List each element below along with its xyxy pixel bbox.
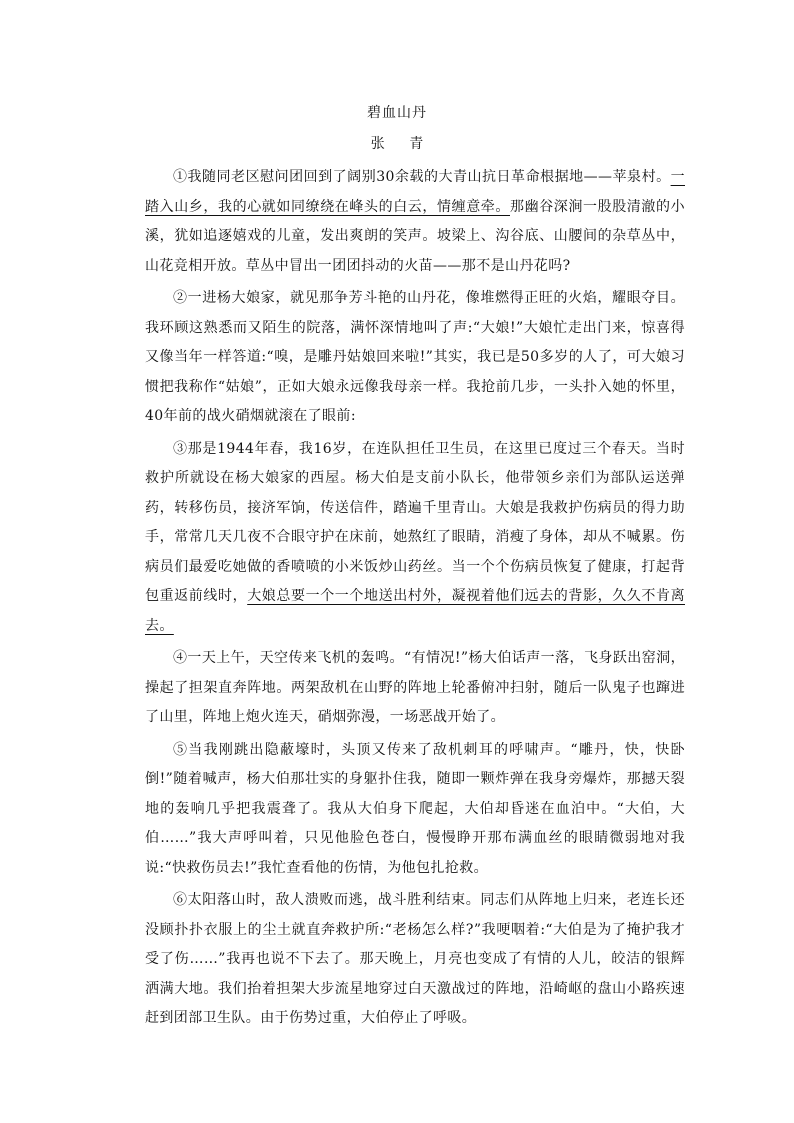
paragraph-3-underlined-text: 大娘总要一个一个地送出村外，凝视着他们远去的背影，久久不肯离去。 <box>145 588 685 634</box>
paragraph-5 <box>145 736 685 884</box>
paragraph-6 <box>145 886 685 1034</box>
document-title: 碧血山丹 <box>367 105 427 121</box>
paragraph-5-text: ⑤当我刚跳出隐蔽壕时，头顶又传来了敌机刺耳的呼啸声。“雕丹，快，快卧倒!”随着喊声，杨大伯那壮实的身躯扑住我，随即一颗炸弹在我身旁爆炸，那撼天裂地的轰响几乎把我震聋了。我从大伯身下爬起，大伯却昏迷在血泊中。“大伯，大伯……”我大声呼叫着，只见他脸色苍白，慢慢睁开那布满血丝的眼睛微弱地对我说:“快救伤员去!”我忙查看他的伤情，为他包扎抢救。 <box>145 741 685 876</box>
paragraph-2-text: ②一进杨大娘家，就见那争芳斗艳的山丹花，像堆燃得正旺的火焰，耀眼夺目。我环顾这熟悉而又陌生的院落，满怀深情地叫了声:“大娘!”大娘忙走出门来，惊喜得又像当年一样答道:“嗅，是雕丹姑娘回来啦!”其实，我已是50多岁的人了，可大娘习惯把我称作“姑娘”，正如大娘永远像我母亲一样。我抢前几步，一头扑入她的怀里，40年前的战火硝烟就滚在了眼前: <box>145 290 685 424</box>
document-author: 张 青 <box>370 136 434 152</box>
paragraph-3 <box>145 435 685 642</box>
paragraph-1 <box>145 163 685 281</box>
paragraph-2 <box>145 284 685 432</box>
paragraph-4 <box>145 644 685 733</box>
document-body <box>145 163 685 1037</box>
paragraph-6-text: ⑥太阳落山时，敌人溃败而逃，战斗胜利结束。同志们从阵地上归来，老连长还没顾扑扑衣服上的尘土就直奔救护所:“老杨怎么样?”我哽咽着:“大伯是为了掩护我才受了伤……”我再也说不下去了。那天晚上，月亮也变成了有情的人儿，皎洁的银辉洒满大地。我们抬着担架大步流星地穿过白天激战过的阵地，沿崎岖的盘山小路疾速赶到团部卫生队。由于伤势过重，大伯停止了呼吸。 <box>145 892 685 1026</box>
paragraph-4-text: ④一天上午，天空传来飞机的轰鸣。“有情况!”杨大伯话声一落，飞身跃出窑洞，操起了担架直奔阵地。两架敌机在山野的阵地上轮番俯冲扫射，随后一队鬼子也蹿进了山里，阵地上炮火连天，硝烟弥漫，一场恶战开始了。 <box>145 650 685 725</box>
paragraph-1-text: ①我随同老区慰问团回到了阔别30余载的大青山抗日革命根据地——苹泉村。 <box>173 169 671 185</box>
paragraph-1-text-cont: 那幽谷深涧一股股清澈的小溪，犹如追逐嬉戏的儿童，发出爽朗的笑声。坡梁上、沟谷底、山腰间的杂草丛中，山花竞相开放。草丛中冒出一团团抖动的火苗——那不是山丹花吗? <box>145 198 685 274</box>
paragraph-1-underlined-text: 一踏入山乡，我的心就如同缭绕在峰头的白云，情缠意牵。 <box>145 169 685 215</box>
paragraph-3-text: ③那是1944年春，我16岁，在连队担任卫生员，在这里已度过三个春天。当时救护所就设在杨大娘家的西屋。杨大伯是支前小队长，他带领乡亲们为部队运送弹药，转移伤员，接济军饷，传送信件，踏遍千里青山。大娘是我救护伤病员的得力助手，常常几天几夜不合眼守护在床前，她熬红了眼睛，消瘦了身体，却从不喊累。伤病员们最爱吃她做的香喷喷的小米饭炒山药丝。当一个个伤病员恢复了健康，打起背包重返前线时， <box>145 440 685 604</box>
